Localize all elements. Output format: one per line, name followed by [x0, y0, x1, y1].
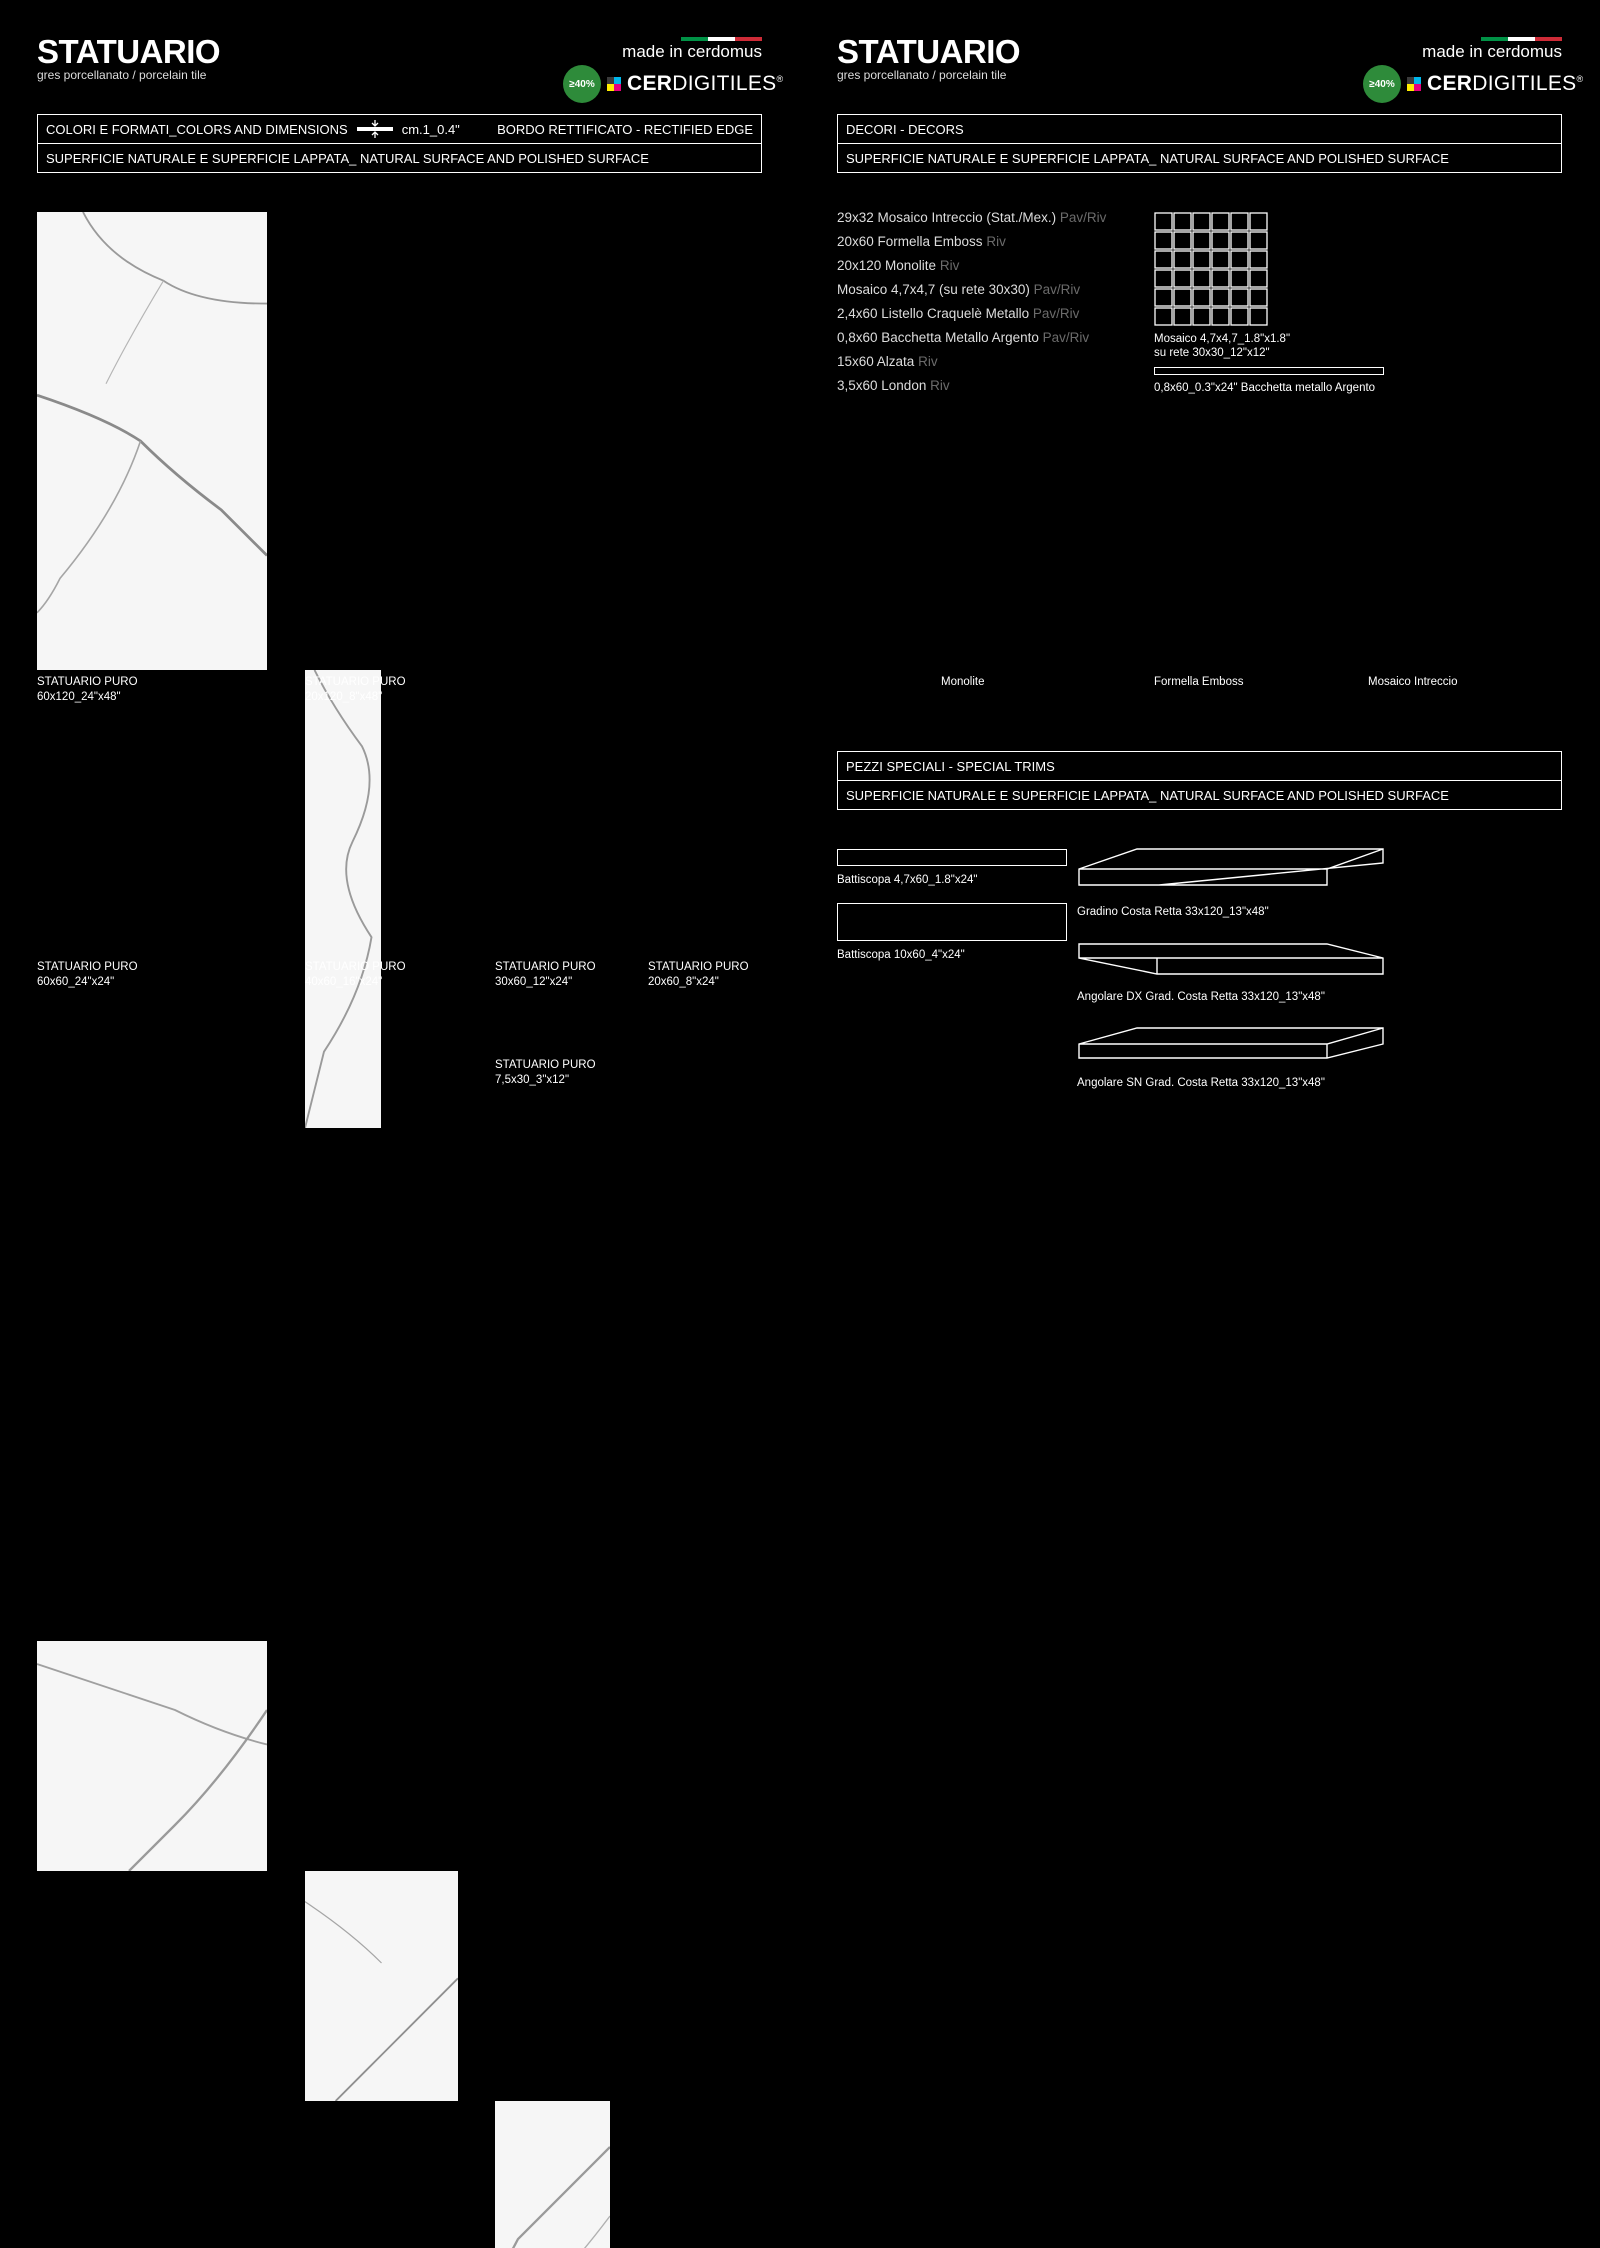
gradino-caption: Gradino Costa Retta 33x120_13"x48" [1077, 906, 1269, 918]
photo-caption-mosaico-intreccio: Mosaico Intreccio [1368, 676, 1458, 688]
thickness-icon [356, 119, 394, 139]
right-cerdigitiles-logo: ≥40% CERDIGITILES® [1363, 66, 1583, 102]
decor-surface-box: SUPERFICIE NATURALE E SUPERFICIE LAPPATA_ NATURAL SURFACE AND POLISHED SURFACE [837, 143, 1562, 173]
mosaic-caption: Mosaico 4,7x4,7_1.8"x1.8" su rete 30x30_12"x12" [1154, 333, 1291, 359]
bacchetta-diagram [1154, 367, 1384, 375]
decor-item: 20x120 Monolite Riv [837, 258, 960, 273]
battiscopa-1-caption: Battiscopa 4,7x60_1.8"x24" [837, 874, 978, 886]
decor-item: Mosaico 4,7x4,7 (su rete 30x30) Pav/Riv [837, 282, 1081, 297]
battiscopa-1-diagram [837, 849, 1067, 866]
left-page-title: STATUARIO [37, 33, 221, 70]
cmyk-icon [1407, 77, 1421, 91]
right-page-title: STATUARIO [837, 33, 1021, 70]
left-header-box-surface: SUPERFICIE NATURALE E SUPERFICIE LAPPATA_ NATURAL SURFACE AND POLISHED SURFACE [37, 143, 762, 173]
battiscopa-2-diagram [837, 903, 1067, 941]
decor-item: 3,5x60 London Riv [837, 378, 950, 393]
mosaic-grid-diagram [1154, 212, 1270, 328]
caption-7-5x30: STATUARIO PURO 7,5x30_3"x12" [495, 1059, 596, 1086]
left-page-subtitle: gres porcellanato / porcelain tile [37, 68, 207, 82]
right-page-subtitle: gres porcellanato / porcelain tile [837, 68, 1007, 82]
decor-header-box: DECORI - DECORS [837, 114, 1562, 144]
tile-60x120 [37, 212, 267, 670]
decor-item: 0,8x60 Bacchetta Metallo Argento Pav/Riv [837, 330, 1090, 345]
photo-caption-formella-emboss: Formella Emboss [1154, 676, 1244, 688]
decor-item: 15x60 Alzata Riv [837, 354, 938, 369]
recycle-icon: ≥40% [1363, 65, 1401, 103]
photo-caption-monolite: Monolite [941, 676, 985, 688]
bacchetta-caption: 0,8x60_0.3"x24" Bacchetta metallo Argento [1154, 382, 1376, 394]
decor-list [837, 206, 1106, 398]
trims-header-box: PEZZI SPECIALI - SPECIAL TRIMS [837, 751, 1562, 781]
left-cerdigitiles-logo: ≥40% CERDIGITILES® [563, 66, 783, 102]
colors-dimensions-label: COLORI E FORMATI_COLORS AND DIMENSIONS cm.1_0.4" [46, 119, 460, 139]
caption-30x60: STATUARIO PURO 30x60_12"x24" [495, 961, 596, 988]
cmyk-icon [607, 77, 621, 91]
battiscopa-2-caption: Battiscopa 10x60_4"x24" [837, 949, 965, 961]
angolare-sn-diagram [1077, 1018, 1385, 1074]
left-header-box-dimensions [37, 114, 762, 144]
caption-20x120: STATUARIO PURO 20x120_8"x48" [305, 676, 406, 703]
decor-item: 2,4x60 Listello Craquelè Metallo Pav/Riv [837, 306, 1080, 321]
caption-40x60: STATUARIO PURO 40x60_16"x24" [305, 961, 406, 988]
left-italian-flag [681, 37, 762, 41]
decor-item: 29x32 Mosaico Intreccio (Stat./Mex.) Pav/Riv [837, 210, 1107, 225]
tile-30x60 [495, 2101, 610, 2248]
rectified-edge-label: BORDO RETTIFICATO - RECTIFIED EDGE [497, 121, 753, 137]
angolare-dx-diagram [1077, 934, 1385, 990]
right-made-in: made in cerdomus [1422, 42, 1562, 61]
tile-40x60 [305, 1871, 458, 2101]
thickness-label: cm.1_0.4" [401, 121, 460, 137]
tile-20x120 [305, 670, 381, 1128]
right-italian-flag [1481, 37, 1562, 41]
angolare-dx-caption: Angolare DX Grad. Costa Retta 33x120_13"x48" [1077, 991, 1325, 1003]
gradino-diagram [1077, 845, 1385, 901]
angolare-sn-caption: Angolare SN Grad. Costa Retta 33x120_13"x48" [1077, 1077, 1325, 1089]
caption-20x60: STATUARIO PURO 20x60_8"x24" [648, 961, 749, 988]
trims-surface-box: SUPERFICIE NATURALE E SUPERFICIE LAPPATA_ NATURAL SURFACE AND POLISHED SURFACE [837, 780, 1562, 810]
recycle-icon: ≥40% [563, 65, 601, 103]
caption-60x120: STATUARIO PURO 60x120_24"x48" [37, 676, 138, 703]
left-made-in: made in cerdomus [622, 42, 762, 61]
tile-60x60 [37, 1641, 267, 1871]
decor-item: 20x60 Formella Emboss Riv [837, 234, 1006, 249]
caption-60x60: STATUARIO PURO 60x60_24"x24" [37, 961, 138, 988]
